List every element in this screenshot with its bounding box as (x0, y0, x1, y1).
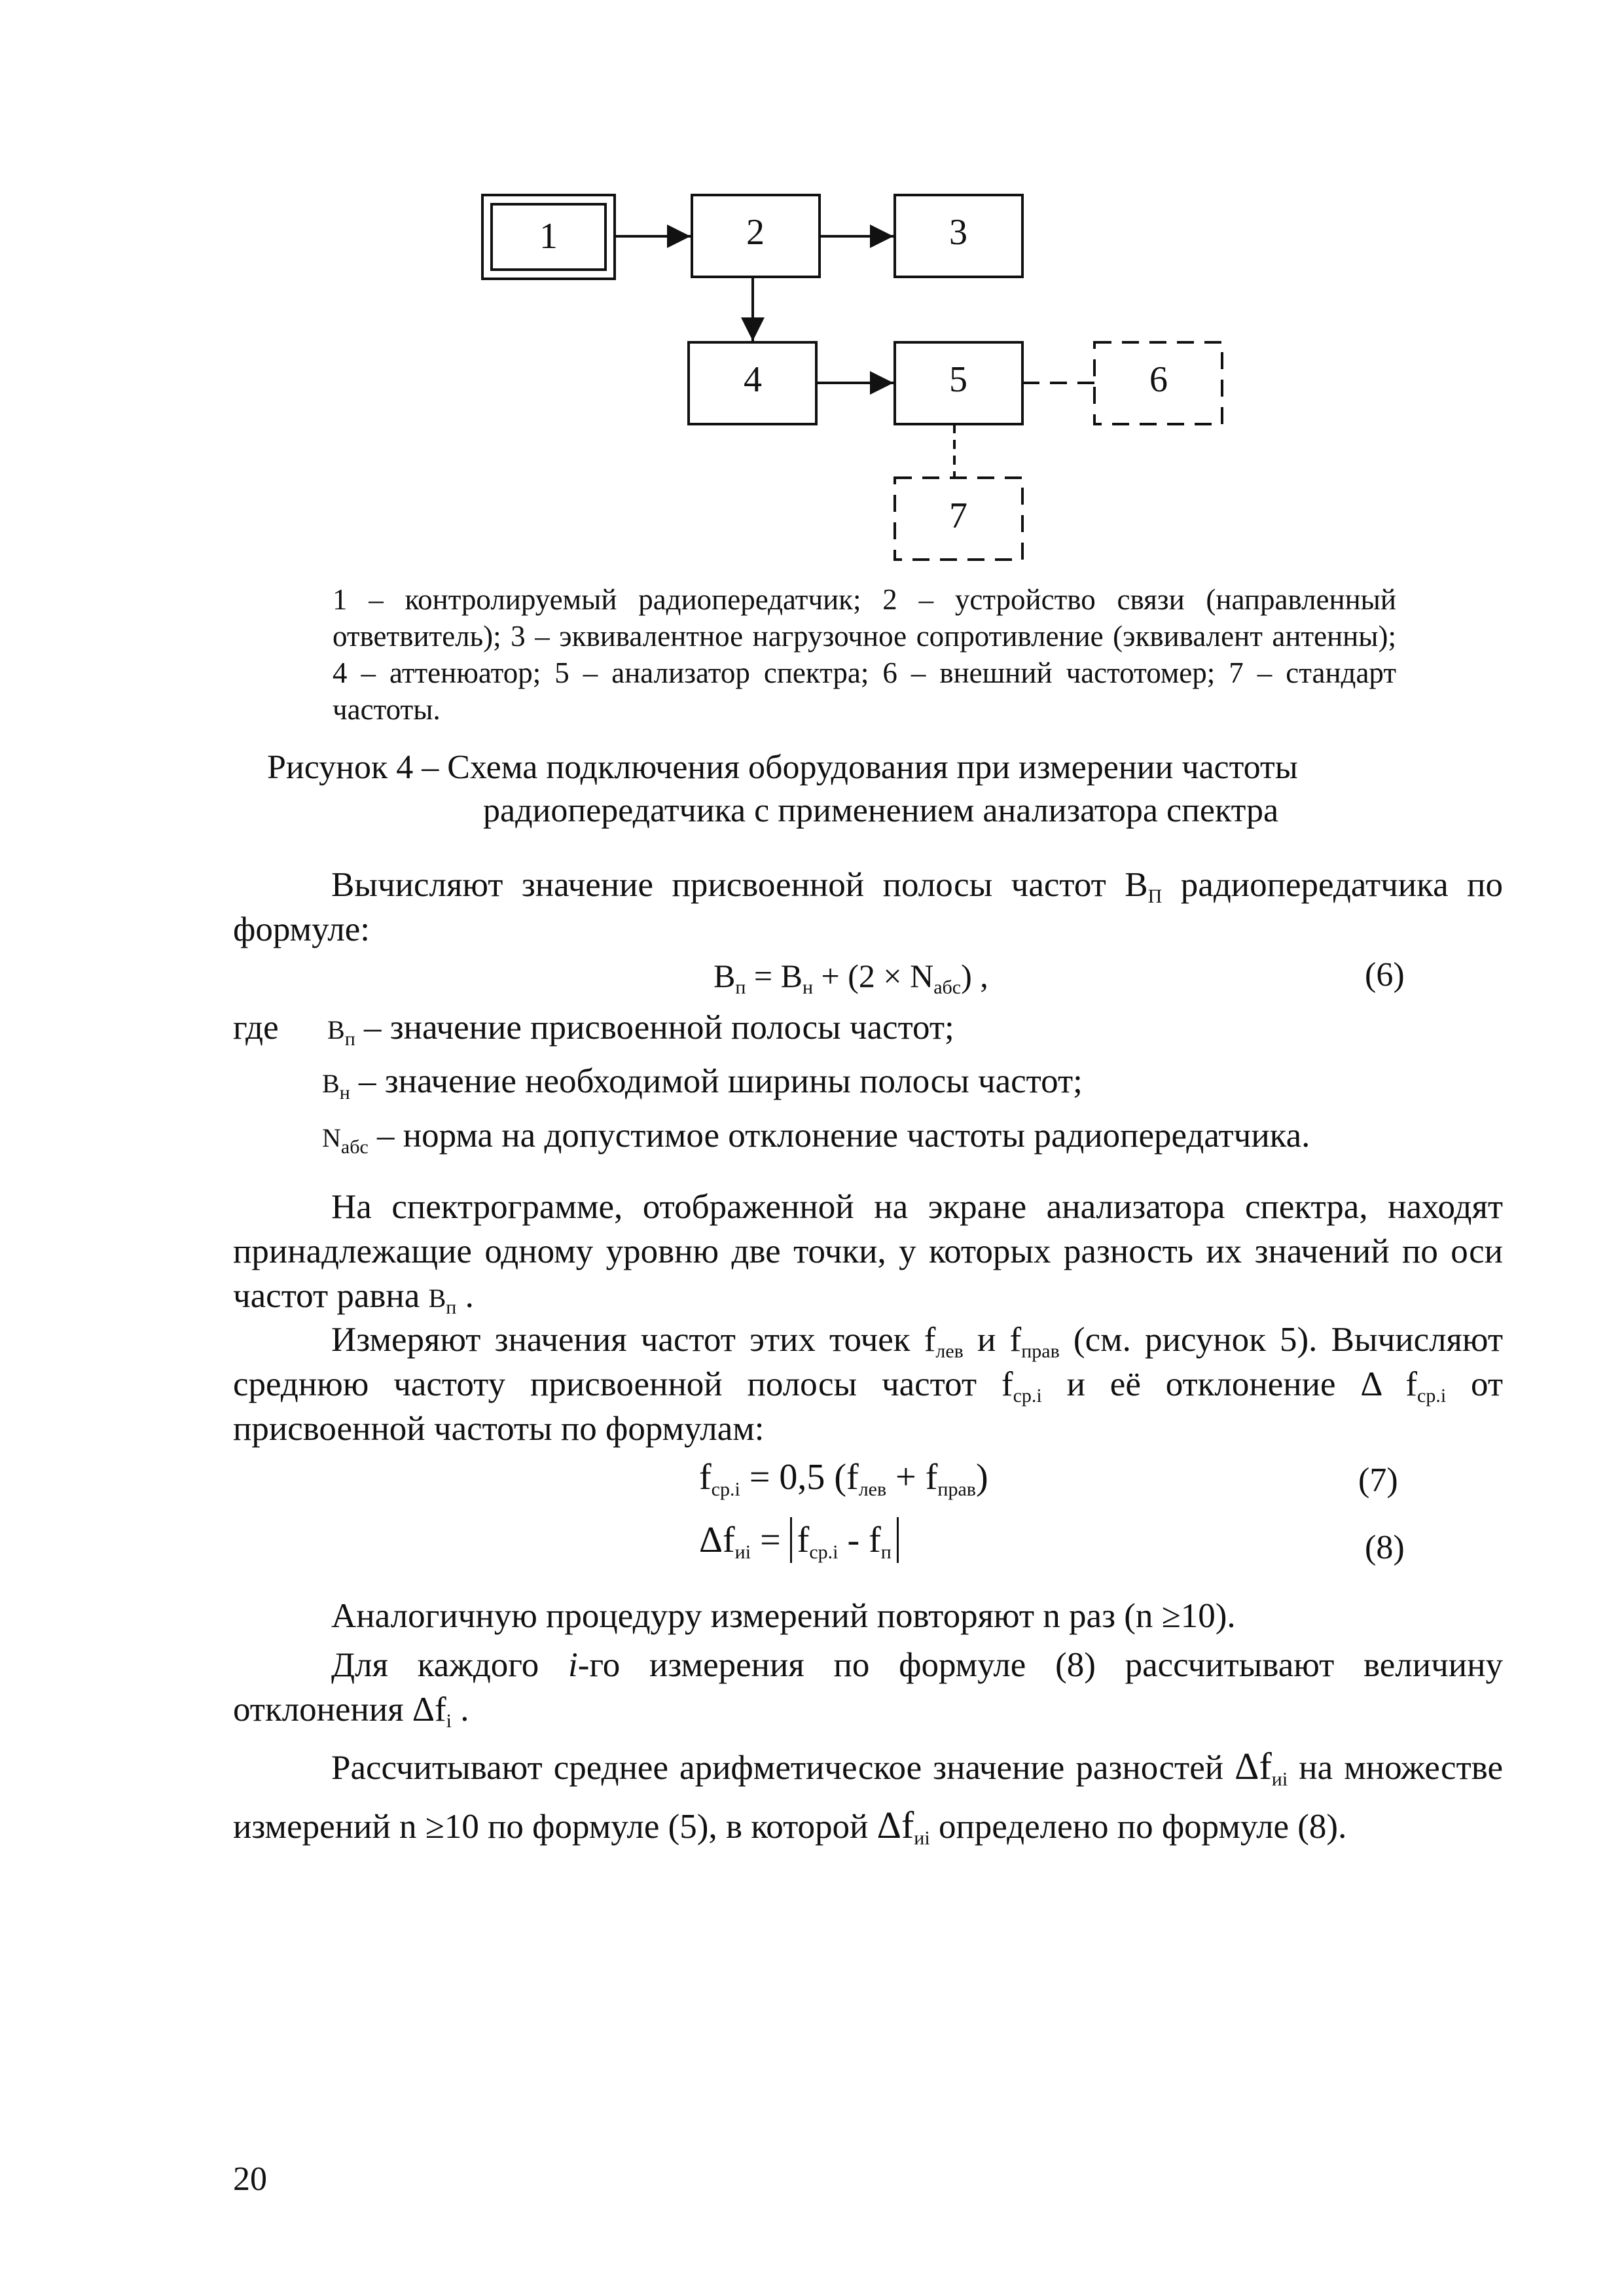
block-6 (1094, 342, 1222, 424)
equation-number-7: (7) (1358, 1462, 1398, 1499)
figure-legend: 1 – контролируемый радиопередатчик; 2 – устройство связи (направленный ответвитель); 3 – эквивалентное нагрузочное сопротивление (эквивалент антенны); 4 – аттенюатор; 5 – анализатор спектра; 6 – внешний частотомер; 7 – стандарт частоты. (333, 583, 1396, 726)
block-4 (689, 342, 816, 424)
block-4-label: 4 (744, 359, 762, 400)
block-6-label: 6 (1149, 359, 1168, 400)
paragraph-5: Для каждого i-го измерения по формуле (8) рассчитывают величину отклонения $\Delta f_i$ . (233, 1646, 1503, 1732)
caption-line-2: радиопередатчика с применением анализатора спектра (483, 792, 1279, 829)
block-1-label: 1 (539, 216, 558, 257)
formula-7: $f_{ср.i} = 0,5$ $(f_{лев} + f_{прав})$ (699, 1457, 988, 1500)
where-label: где (233, 1009, 279, 1047)
block-3 (895, 195, 1022, 277)
paragraph-1: Вычисляют значение присвоенной полосы частот $В_П$ радиопередатчика по формуле: (233, 866, 1503, 948)
equation-number-6: (6) (1365, 956, 1405, 994)
block-7 (895, 478, 1022, 560)
equation-number-8: (8) (1365, 1529, 1405, 1566)
block-1 (482, 195, 615, 279)
figure-caption (267, 746, 1498, 833)
paragraph-2: На спектрограмме, отображенной на экране анализатора спектра, находят принадлежащие одному уровню две точки, у которых разность их значений по оси частот равна $В_п$ . (233, 1188, 1503, 1318)
block-7-label: 7 (949, 495, 967, 536)
where-item-3: $N_{абс}$ – норма на допустимое отклонение частоты радиопередатчика. (322, 1117, 1310, 1158)
paragraph-3: Измеряют значения частот этих точек $f_{лев}$ и $f_{прав}$ (см. рисунок 5). Вычисляют среднюю частоту присвоенной полосы частот $f_{ср.i}$ и её отклонение Δ $f_{ср.i}$ от присвоенной частоты по формулам: (233, 1321, 1503, 1448)
page-number: 20 (233, 2161, 267, 2198)
formula-6: $В_п = В_н + (2 \times N_{абс})$ , (713, 958, 988, 998)
paragraph-6: Рассчитывают среднее арифметическое значение разностей $\Delta f_{иi}$ на множестве измерений n ≥10 по формуле (5), в которой $\Delta f_{иi}$ определено по формуле (8). (233, 1745, 1503, 1849)
block-3-label: 3 (949, 212, 967, 253)
where-item-1: $В_п$ – значение присвоенной полосы частот; (327, 1009, 954, 1050)
connection-diagram (0, 0, 1624, 589)
block-2-label: 2 (746, 212, 765, 253)
where-item-2: $В_н$ – значение необходимой ширины полосы частот; (322, 1062, 1083, 1103)
formula-8: $\Delta f_{иi} = f_{ср.i} - f_п$ (699, 1517, 899, 1563)
paragraph-4: Аналогичную процедуру измерений повторяют n раз (n ≥10). (331, 1597, 1236, 1635)
block-2 (692, 195, 820, 277)
caption-line-1: Рисунок 4 – Схема подключения оборудования при измерении частоты (267, 749, 1298, 786)
block-5-label: 5 (949, 359, 967, 400)
block-5 (895, 342, 1022, 424)
